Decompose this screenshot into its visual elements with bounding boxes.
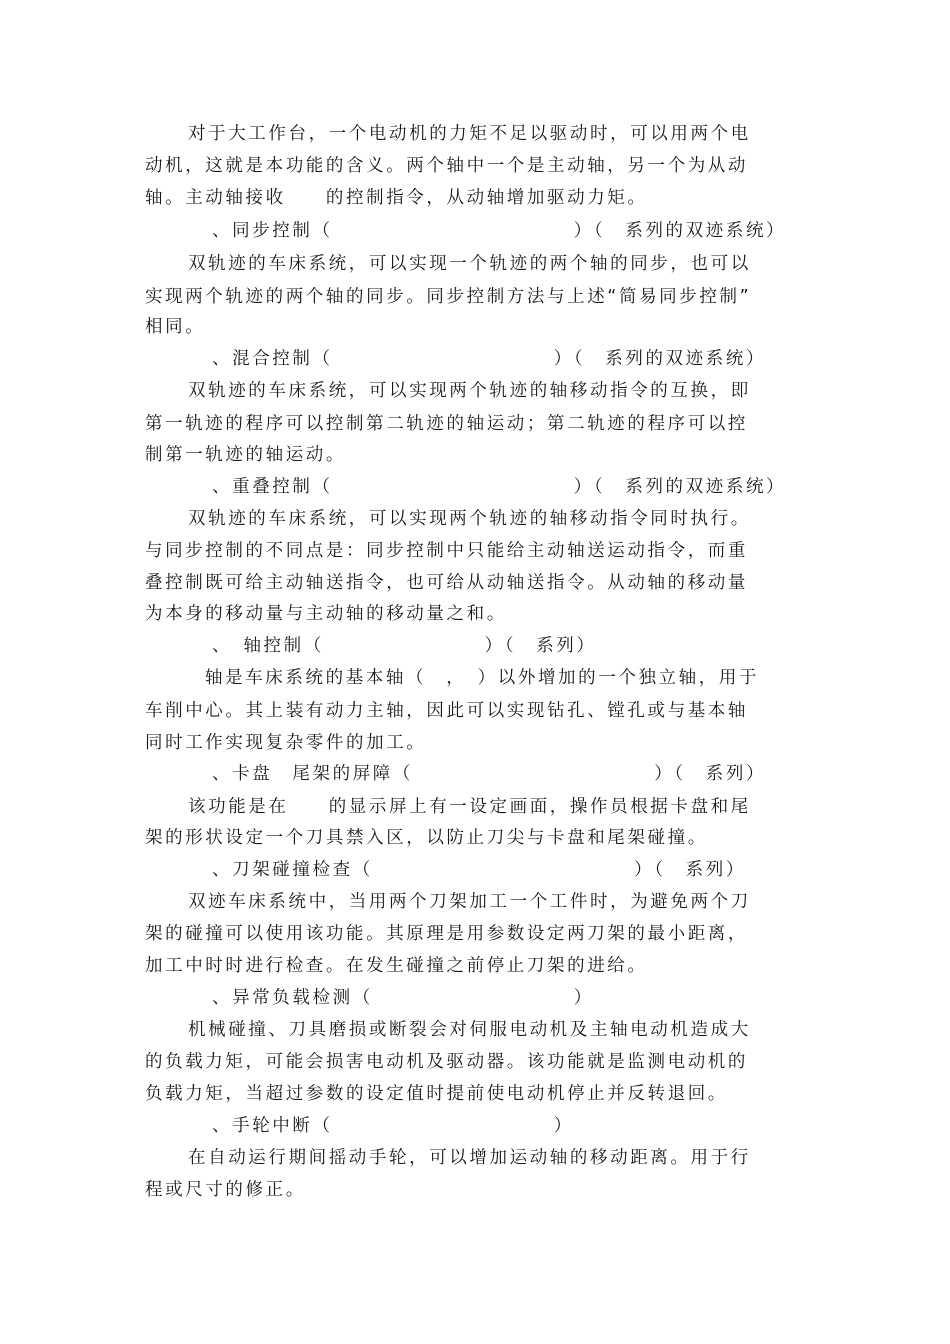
paragraph-line: 第一轨迹的程序可以控制第二轨迹的轴运动；第二轨迹的程序可以控	[145, 414, 748, 434]
paragraph-line: 为本身的移动量与主动轴的移动量之和。	[145, 604, 507, 624]
paragraph-line: 实现两个轨迹的两个轴的同步。同步控制方法与上述“简易同步控制”	[145, 287, 752, 307]
paragraph-line: 叠控制既可给主动轴送指令，也可给从动轴送指令。从动轴的移动量	[145, 573, 748, 593]
paragraph-line: 与同步控制的不同点是：同步控制中只能给主动轴送运动指令，而重	[145, 541, 748, 561]
paragraph-line: 双轨迹的车床系统，可以实现两个轨迹的轴移动指令同时执行。	[188, 509, 751, 529]
section-heading: 、卡盘 尾架的屏障（ ）（ 系列）	[212, 764, 767, 784]
paragraph-line: 的负载力矩，可能会损害电动机及驱动器。该功能就是监测电动机的	[145, 1052, 748, 1072]
paragraph-line: 在自动运行期间摇动手轮，可以增加运动轴的移动距离。用于行	[188, 1148, 751, 1168]
paragraph-line: 负载力矩，当超过参数的设定值时提前使电动机停止并反转退回。	[145, 1084, 728, 1104]
section-heading: 、同步控制（ ）（ 系列的双迹系统）	[212, 221, 787, 241]
paragraph-line: 加工中时时进行检查。在发生碰撞之前停止刀架的进给。	[145, 956, 648, 976]
paragraph-line: 双迹车床系统中，当用两个刀架加工一个工件时，为避免两个刀	[188, 892, 751, 912]
paragraph-line: 该功能是在 的显示屏上有一设定画面，操作员根据卡盘和尾	[188, 797, 751, 817]
paragraph-line: 相同。	[145, 317, 206, 337]
paragraph-line: 对于大工作台，一个电动机的力矩不足以驱动时，可以用两个电	[188, 124, 751, 144]
paragraph-line: 架的碰撞可以使用该功能。其原理是用参数设定两刀架的最小距离，	[145, 924, 748, 944]
section-heading: 、 轴控制（ ）（ 系列）	[212, 636, 597, 656]
section-heading: 、异常负载检测（ ）	[212, 988, 594, 1008]
section-heading: 、重叠控制（ ）（ 系列的双迹系统）	[212, 477, 787, 497]
paragraph-line: 轴是车床系统的基本轴（ ， ）以外增加的一个独立轴，用于	[205, 668, 760, 688]
paragraph-line: 车削中心。其上装有动力主轴，因此可以实现钻孔、镗孔或与基本轴	[145, 701, 748, 721]
section-heading: 、混合控制（ ）（ 系列的双迹系统）	[212, 349, 767, 369]
section-heading: 、刀架碰撞检查（ ）（ 系列）	[212, 860, 746, 880]
paragraph-line: 机械碰撞、刀具磨损或断裂会对伺服电动机及主轴电动机造成大	[188, 1020, 751, 1040]
paragraph-line: 架的形状设定一个刀具禁入区，以防止刀尖与卡盘和尾架碰撞。	[145, 828, 708, 848]
paragraph-line: 同时工作实现复杂零件的加工。	[145, 733, 427, 753]
paragraph-line: 制第一轨迹的轴运动。	[145, 445, 346, 465]
paragraph-line: 双轨迹的车床系统，可以实现两个轨迹的轴移动指令的互换，即	[188, 381, 751, 401]
paragraph-line: 程或尺寸的修正。	[145, 1180, 306, 1200]
paragraph-line: 动机，这就是本功能的含义。两个轴中一个是主动轴，另一个为从动	[145, 156, 748, 176]
paragraph-line: 双轨迹的车床系统，可以实现一个轨迹的两个轴的同步，也可以	[188, 254, 751, 274]
paragraph-line: 轴。主动轴接收 的控制指令，从动轴增加驱动力矩。	[145, 188, 648, 208]
section-heading: 、手轮中断（ ）	[212, 1116, 574, 1136]
